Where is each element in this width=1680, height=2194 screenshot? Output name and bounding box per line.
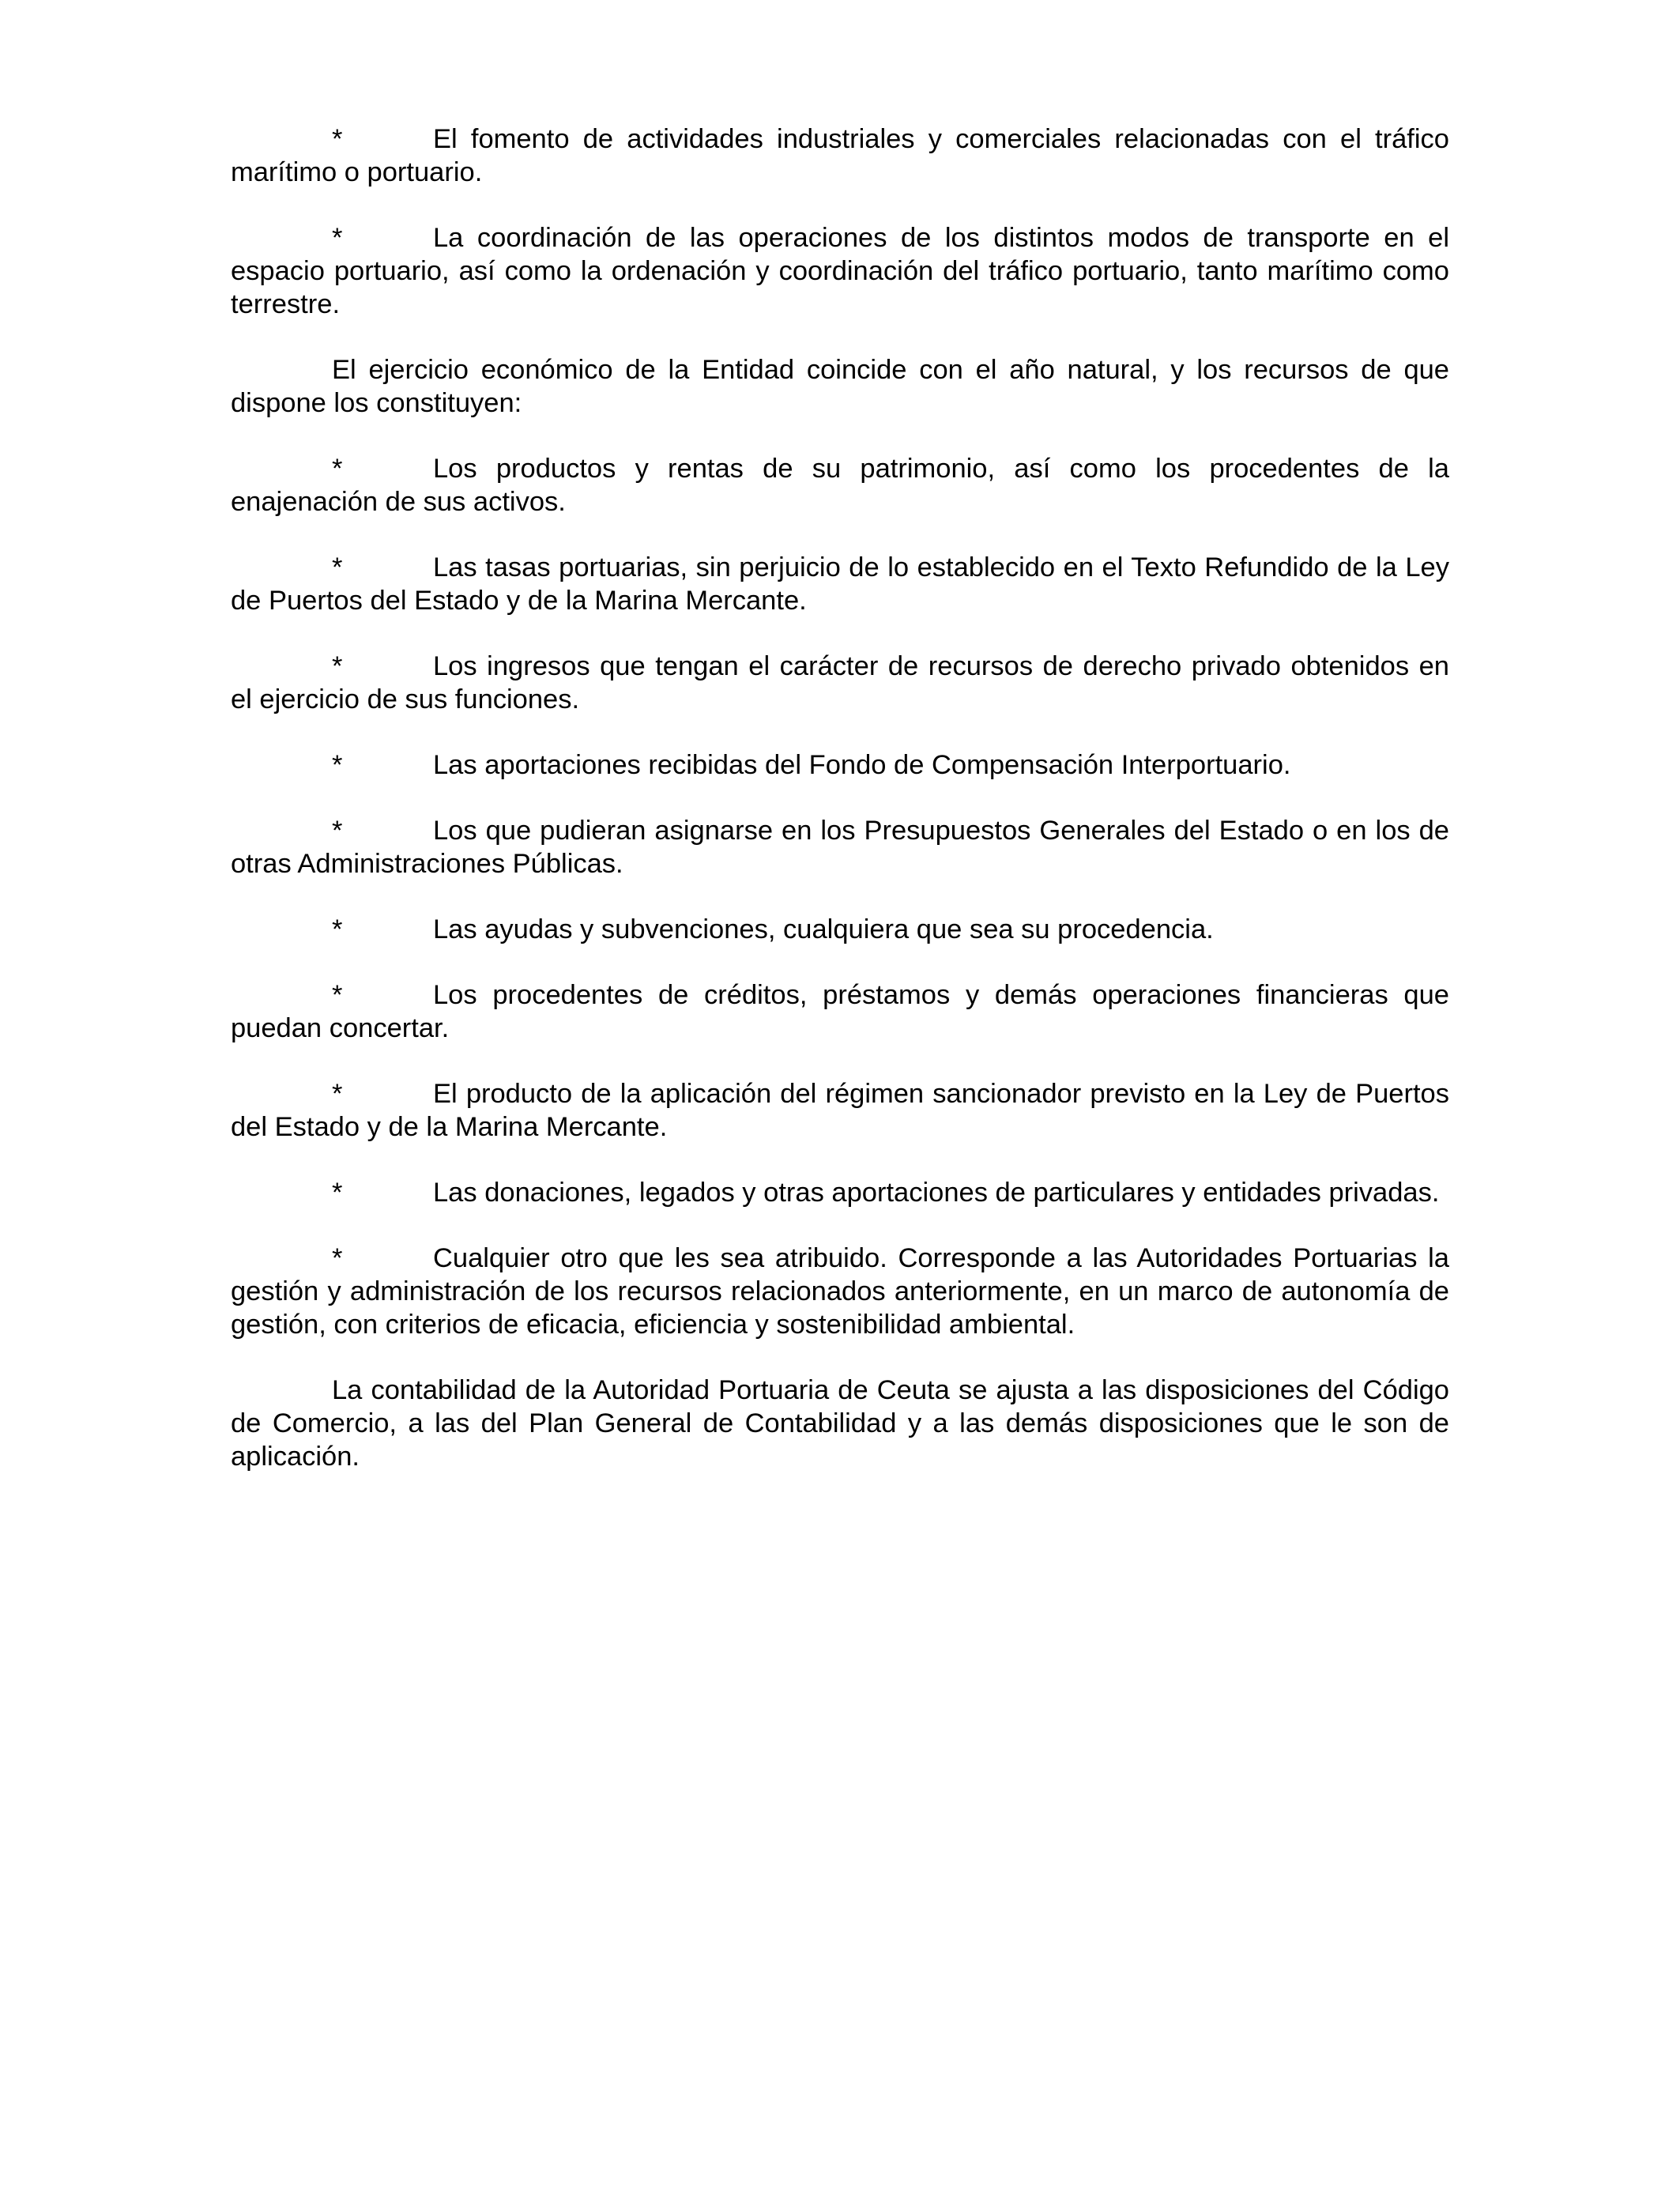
list-item-text: Los procedentes de créditos, préstamos y demás operaciones financieras que puedan concertar.	[231, 980, 1449, 1043]
list-item	[231, 1077, 1449, 1144]
closing-paragraph: La contabilidad de la Autoridad Portuaria de Ceuta se ajusta a las disposiciones del Código de Comercio, a las del Plan General de Contabilidad y a las demás disposiciones que le son de aplicación.	[231, 1375, 1449, 1472]
list-item-text: Las ayudas y subvenciones, cualquiera que sea su procedencia.	[433, 914, 1214, 944]
list-item-text: Los ingresos que tengan el carácter de recursos de derecho privado obtenidos en el ejercicio de sus funciones.	[231, 651, 1449, 714]
list-item	[231, 748, 1449, 782]
bullet-marker: *	[332, 816, 343, 846]
list-item	[231, 978, 1449, 1045]
bullet-marker: *	[332, 1178, 343, 1208]
list-item-text: La coordinación de las operaciones de los distintos modos de transporte en el espacio portuario, así como la ordenación y coordinación del tráfico portuario, tanto marítimo como terrestre.	[231, 223, 1449, 319]
list-item	[231, 551, 1449, 617]
bullet-marker: *	[332, 1243, 343, 1273]
list-item	[231, 452, 1449, 518]
bullet-marker: *	[332, 552, 343, 582]
list-item-text: Los productos y rentas de su patrimonio, así como los procedentes de la enajenación de sus activos.	[231, 454, 1449, 517]
bullet-marker: *	[332, 223, 343, 253]
bullet-marker: *	[332, 914, 343, 944]
list-item	[231, 650, 1449, 716]
list-item-text: Las donaciones, legados y otras aportaciones de particulares y entidades privadas.	[433, 1178, 1440, 1208]
list-item-text: El fomento de actividades industriales y comerciales relacionadas con el tráfico marítimo o portuario.	[231, 124, 1449, 187]
list-item-text: Cualquier otro que les sea atribuido. Corresponde a las Autoridades Portuarias la gestión y administración de los recursos relacionados anteriormente, en un marco de autonomía de gestión, con criterios de eficacia, eficiencia y sostenibilidad ambiental.	[231, 1243, 1449, 1340]
list-item-text: Las aportaciones recibidas del Fondo de Compensación Interportuario.	[433, 750, 1291, 780]
list-item-text: Las tasas portuarias, sin perjuicio de lo establecido en el Texto Refundido de la Ley de Puertos del Estado y de la Marina Mercante.	[231, 552, 1449, 616]
list-item	[231, 913, 1449, 946]
bullet-marker: *	[332, 651, 343, 681]
list-item-text: El producto de la aplicación del régimen sancionador previsto en la Ley de Puertos del Estado y de la Marina Mercante.	[231, 1079, 1449, 1142]
list-item	[231, 1176, 1449, 1209]
list-item	[231, 1242, 1449, 1341]
bullet-marker: *	[332, 980, 343, 1010]
list-item	[231, 814, 1449, 880]
bullet-marker: *	[332, 124, 343, 154]
document-page	[231, 123, 1449, 1506]
bullet-marker: *	[332, 454, 343, 484]
list-item-text: Los que pudieran asignarse en los Presupuestos Generales del Estado o en los de otras Administraciones Públicas.	[231, 816, 1449, 879]
bullet-marker: *	[332, 750, 343, 780]
bullet-marker: *	[332, 1079, 343, 1109]
list-item	[231, 123, 1449, 189]
intro-paragraph: El ejercicio económico de la Entidad coincide con el año natural, y los recursos de que dispone los constituyen:	[231, 355, 1449, 418]
list-item	[231, 221, 1449, 321]
